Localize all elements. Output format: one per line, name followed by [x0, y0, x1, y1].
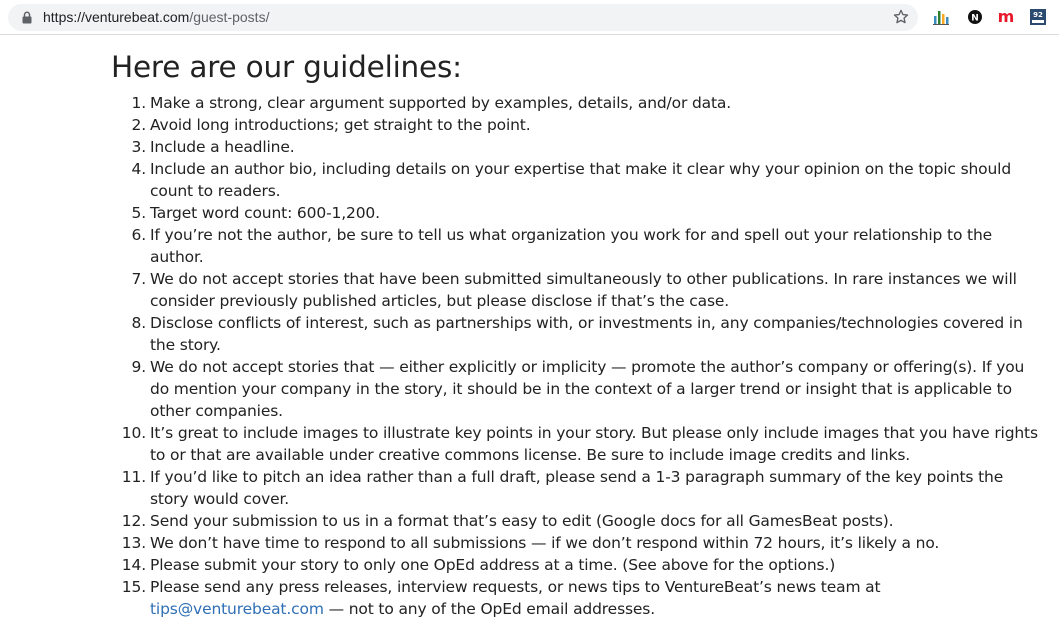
list-item-number: 6.	[131, 226, 146, 244]
list-item	[111, 268, 1041, 312]
list-item	[111, 158, 1041, 202]
url-path: /guest-posts/	[189, 9, 270, 25]
list-item	[111, 114, 1041, 136]
bookmark-star-icon[interactable]	[892, 8, 910, 26]
list-item-number: 14.	[121, 556, 146, 574]
list-item-text: Include an author bio, including details on your expertise that make it clear why your opinion on the topic should count to readers.	[150, 160, 1012, 200]
list-item-number: 12.	[121, 512, 146, 530]
m-extension-icon[interactable]	[997, 8, 1015, 26]
list-item	[111, 576, 1041, 620]
list-item-text-after: — not to any of the OpEd email addresses.	[323, 600, 656, 618]
list-item-text: Make a strong, clear argument supported by examples, details, and/or data.	[150, 94, 732, 112]
n-extension-icon[interactable]	[966, 8, 984, 26]
list-item-number: 13.	[121, 534, 146, 552]
list-item-text: If you’d like to pitch an idea rather than a full draft, please send a 1-3 paragraph summary of the key points the story would cover.	[150, 468, 1004, 508]
score-extension-icon[interactable]	[1029, 8, 1047, 26]
list-item	[111, 312, 1041, 356]
list-item-text: If you’re not the author, be sure to tell us what organization you work for and spell out your relationship to the author.	[150, 226, 993, 266]
browser-toolbar	[0, 0, 1059, 35]
list-item-text: We do not accept stories that — either explicitly or implicity — promote the author’s company or offering(s). If you do mention your company in the story, it should be in the context of a larger trend or insight that is applicable to other companies.	[150, 358, 1025, 420]
chart-extension-icon[interactable]	[932, 8, 950, 26]
list-item-text: Target word count: 600-1,200.	[150, 204, 380, 222]
list-item	[111, 510, 1041, 532]
list-item-number: 10.	[121, 424, 146, 442]
list-item-number: 8.	[131, 314, 146, 332]
list-item-number: 15.	[121, 578, 146, 596]
n-extension-label: N	[971, 13, 979, 24]
list-item-text: Send your submission to us in a format that’s easy to edit (Google docs for all GamesBeat posts).	[150, 512, 894, 530]
page-content	[0, 36, 1059, 616]
list-item-number: 2.	[131, 116, 146, 134]
list-item-text: Disclose conflicts of interest, such as partnerships with, or investments in, any companies/technologies covered in the story.	[150, 314, 1023, 354]
list-item	[111, 92, 1041, 114]
list-item	[111, 466, 1041, 510]
tips-email-link[interactable]: tips@venturebeat.com	[150, 600, 324, 618]
list-item	[111, 136, 1041, 158]
m-extension-label: m	[997, 8, 1015, 26]
list-item-number: 5.	[131, 204, 146, 222]
list-item-number: 4.	[131, 160, 146, 178]
list-item-text: We don’t have time to respond to all submissions — if we don’t respond within 72 hours, it’s likely a no.	[150, 534, 940, 552]
list-item-text: Please submit your story to only one OpEd address at a time. (See above for the options.)	[150, 556, 836, 574]
url-text[interactable]	[43, 9, 269, 26]
list-item-number: 9.	[131, 358, 146, 376]
guidelines-heading: Here are our guidelines:	[111, 50, 462, 84]
list-item-text: We do not accept stories that have been submitted simultaneously to other publications. In rare instances we will consider previously published articles, but please disclose if that’s the case.	[150, 270, 1017, 310]
url-host: https://venturebeat.com	[43, 9, 190, 25]
list-item-text: It’s great to include images to illustrate key points in your story. But please only include images that you have rights to or that are available under creative commons license. Be sure to include image credits and links.	[150, 424, 1038, 464]
address-bar[interactable]	[8, 4, 918, 31]
list-item-text: Please send any press releases, interview requests, or news tips to VentureBeat’s news team at	[150, 578, 881, 596]
list-item-number: 3.	[131, 138, 146, 156]
list-item	[111, 532, 1041, 554]
list-item-number: 1.	[131, 94, 146, 112]
list-item-text: Avoid long introductions; get straight to the point.	[150, 116, 531, 134]
list-item-number: 7.	[131, 270, 146, 288]
lock-icon	[21, 11, 33, 24]
list-item-number: 11.	[121, 468, 146, 486]
guidelines-list	[111, 92, 1041, 620]
list-item	[111, 422, 1041, 466]
list-item	[111, 224, 1041, 268]
list-item-text: Include a headline.	[150, 138, 295, 156]
list-item	[111, 356, 1041, 422]
score-extension-label: 92	[1033, 11, 1043, 19]
list-item	[111, 554, 1041, 576]
list-item	[111, 202, 1041, 224]
